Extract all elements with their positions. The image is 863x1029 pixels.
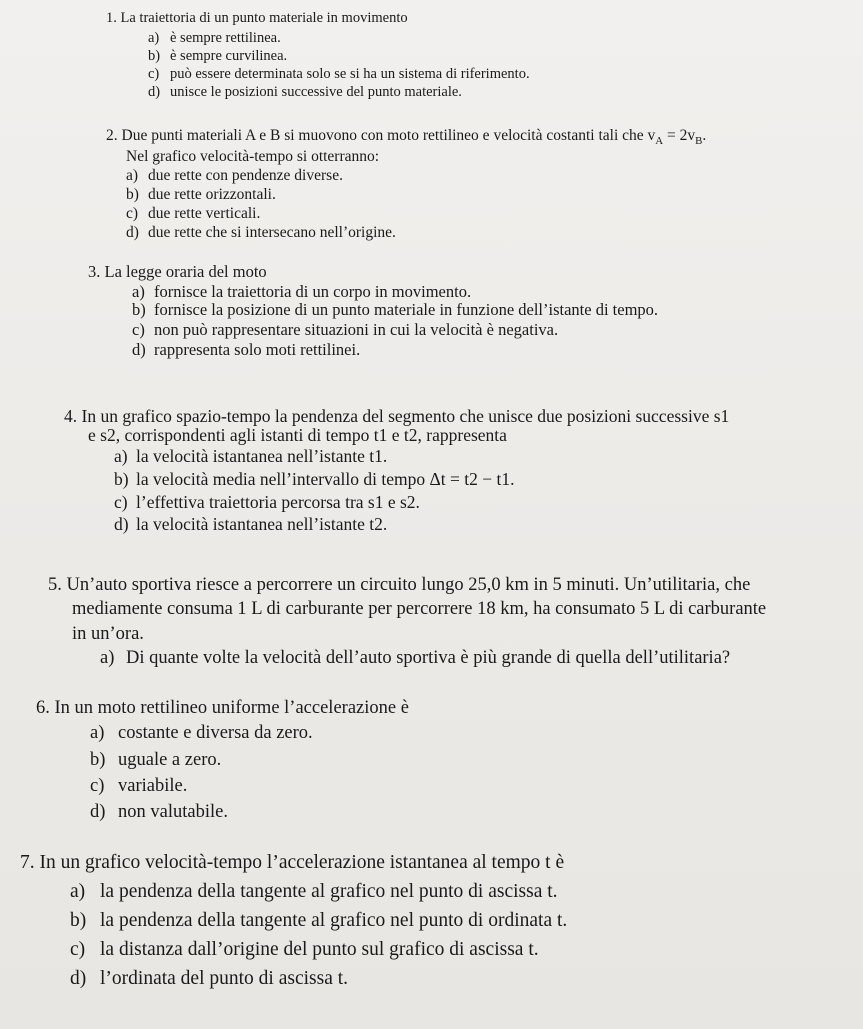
option-text: Di quante volte la velocità dell’auto sportiva è più grande di quella dell’utilitaria?: [126, 648, 731, 668]
option-3b[interactable]: [132, 300, 658, 320]
question-6: [36, 698, 409, 719]
question-number: 3.: [88, 262, 101, 281]
option-6c[interactable]: [90, 776, 187, 797]
option-letter: b): [148, 48, 161, 64]
option-letter: d): [90, 802, 106, 822]
option-2c[interactable]: [126, 205, 260, 223]
option-letter: b): [126, 186, 139, 203]
option-text: la velocità istantanea nell’istante t2.: [136, 514, 388, 534]
option-letter: c): [148, 66, 160, 82]
option-text: può essere determinata solo se si ha un sistema di riferimento.: [170, 66, 530, 82]
option-6a[interactable]: [90, 723, 313, 744]
question-text: In un grafico spazio-tempo la pendenza del segmento che unisce due posizioni successive s1: [81, 406, 730, 426]
option-letter: a): [132, 282, 145, 301]
option-text: la velocità media nell’intervallo di tempo Δt = t2 − t1.: [136, 469, 515, 489]
question-5-line3: in un’ora.: [72, 624, 144, 644]
option-text: la distanza dall’origine del punto sul grafico di ascissa t.: [100, 939, 539, 960]
option-letter: b): [114, 469, 129, 489]
option-1a[interactable]: [148, 30, 281, 47]
option-text: due rette verticali.: [148, 205, 261, 222]
option-letter: c): [132, 320, 145, 339]
option-text: due rette che si intersecano nell’origine.: [148, 224, 396, 241]
question-2: [106, 127, 706, 147]
option-text: variabile.: [118, 776, 188, 796]
option-1d[interactable]: [148, 84, 462, 101]
option-7c[interactable]: [70, 939, 539, 961]
option-text: è sempre rettilinea.: [170, 30, 281, 46]
option-1b[interactable]: [148, 48, 287, 65]
option-7b[interactable]: [70, 910, 567, 932]
option-letter: c): [126, 205, 139, 222]
question-4-line2: e s2, corrispondenti agli istanti di tempo t1 e t2, rappresenta: [88, 425, 507, 445]
option-letter: d): [70, 968, 87, 989]
option-3a[interactable]: [132, 282, 471, 302]
question-3: [88, 262, 267, 282]
option-text: non valutabile.: [118, 802, 228, 822]
question-4: [64, 406, 729, 427]
question-text: In un moto rettilineo uniforme l’accelerazione è: [54, 698, 409, 718]
question-text: Un’auto sportiva riesce a percorrere un circuito lungo 25,0 km in 5 minuti. Un’utilitaria, che: [66, 575, 751, 595]
option-text: la velocità istantanea nell’istante t1.: [136, 446, 388, 466]
option-letter: a): [70, 881, 86, 902]
option-letter: a): [100, 648, 115, 668]
option-text: unisce le posizioni successive del punto materiale.: [170, 84, 462, 100]
question-number: 6.: [36, 698, 50, 718]
option-2b[interactable]: [126, 186, 276, 204]
option-letter: d): [126, 224, 139, 241]
option-text: l’effettiva traiettoria percorsa tra s1 e s2.: [136, 492, 420, 512]
question-7: [20, 852, 564, 874]
option-text: fornisce la posizione di un punto materiale in funzione dell’istante di tempo.: [154, 300, 659, 319]
option-7d[interactable]: [70, 968, 348, 990]
option-6b[interactable]: [90, 750, 221, 771]
option-1c[interactable]: [148, 66, 530, 83]
option-letter: d): [148, 84, 161, 100]
option-letter: b): [90, 750, 106, 770]
option-letter: b): [132, 300, 146, 319]
question-number: 7.: [20, 852, 35, 873]
option-letter: a): [90, 723, 105, 743]
question-1: [106, 10, 408, 27]
question-text: In un grafico velocità-tempo l’accelerazione istantanea al tempo t è: [39, 852, 565, 873]
option-2a[interactable]: [126, 167, 343, 185]
option-text: non può rappresentare situazioni in cui la velocità è negativa.: [154, 320, 559, 339]
option-7a[interactable]: [70, 881, 558, 903]
option-4c[interactable]: [114, 492, 420, 513]
question-number: 5.: [48, 575, 62, 595]
option-3d[interactable]: [132, 340, 360, 360]
option-letter: c): [70, 939, 86, 960]
option-5a[interactable]: [100, 648, 730, 669]
option-text: la pendenza della tangente al grafico nel punto di ordinata t.: [100, 910, 568, 931]
option-6d[interactable]: [90, 802, 228, 823]
option-4a[interactable]: [114, 446, 387, 467]
option-text: è sempre curvilinea.: [170, 48, 288, 64]
option-letter: d): [132, 340, 146, 359]
question-number: 2.: [106, 127, 118, 144]
option-letter: d): [114, 514, 129, 534]
question-number: 4.: [64, 406, 78, 426]
option-letter: c): [114, 492, 128, 512]
option-text: la pendenza della tangente al grafico nel punto di ascissa t.: [100, 881, 558, 902]
option-letter: a): [126, 167, 139, 184]
option-text: fornisce la traiettoria di un corpo in movimento.: [154, 282, 472, 301]
option-4b[interactable]: [114, 469, 514, 490]
option-letter: c): [90, 776, 105, 796]
question-5: [48, 575, 750, 596]
option-letter: b): [70, 910, 87, 931]
option-4d[interactable]: [114, 514, 387, 535]
question-number: 1.: [106, 10, 117, 26]
option-2d[interactable]: [126, 224, 396, 242]
option-text: rappresenta solo moti rettilinei.: [154, 340, 361, 359]
option-text: costante e diversa da zero.: [118, 723, 313, 743]
question-text: Due punti materiali A e B si muovono con moto rettilineo e velocità costanti tali che $v_A = 2v_B$.: [121, 127, 707, 148]
option-text: l’ordinata del punto di ascissa t.: [100, 968, 349, 989]
question-text: La traiettoria di un punto materiale in movimento: [120, 10, 408, 26]
option-letter: a): [148, 30, 160, 46]
option-text: due rette orizzontali.: [148, 186, 276, 203]
question-5-line2: mediamente consuma 1 L di carburante per percorrere 18 km, ha consumato 5 L di carburante: [72, 599, 767, 619]
question-2-line2: Nel grafico velocità-tempo si otterranno:: [126, 148, 380, 165]
option-3c[interactable]: [132, 320, 558, 340]
option-text: due rette con pendenze diverse.: [148, 167, 343, 184]
question-text: La legge oraria del moto: [104, 262, 267, 281]
option-letter: a): [114, 446, 128, 466]
option-text: uguale a zero.: [118, 750, 222, 770]
